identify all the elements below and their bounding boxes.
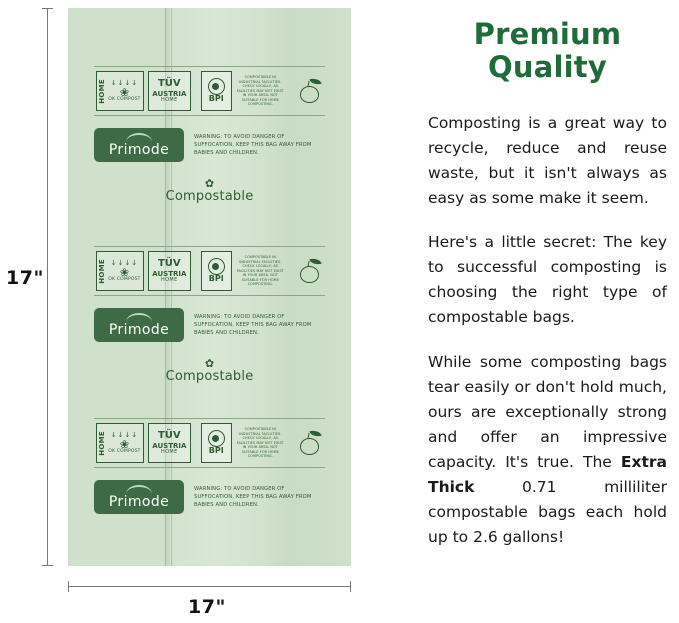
bpi-certified-icon: BPI	[201, 251, 232, 291]
arrows-icon: ↓↓↓↓	[110, 78, 139, 87]
apple-shape-icon	[300, 266, 319, 283]
marketing-paragraph-1: Composting is a great way to recycle, reduce and reuse waste, but it isn't always as easy as some make it seem.	[428, 113, 667, 208]
leaf-icon: ❀	[119, 85, 130, 99]
swoosh-icon	[126, 133, 152, 142]
home-compost-icon: HOME ↓↓↓↓ ❀ OK COMPOST	[96, 423, 144, 463]
leaf-shape-icon	[309, 429, 321, 438]
leaf-icon: ❀	[119, 437, 130, 451]
leaf-shape-icon	[309, 257, 321, 266]
brand-row	[94, 128, 351, 162]
bpi-certified-icon: BPI	[201, 71, 232, 111]
print-block	[68, 418, 351, 514]
compostable-caption: Compostable	[165, 189, 254, 204]
bpi-ring-icon	[208, 430, 225, 447]
print-block	[68, 246, 351, 384]
compostable-caption-row	[68, 178, 351, 204]
certification-paragraph: COMPOSTABLE IN INDUSTRIAL FACILITIES. CHECK LOCALLY, AS FACILITIES MAY NOT EXIST IN YOUR AREA. NOT SUITABLE FOR HOME COMPOSTING.	[236, 254, 284, 287]
certification-paragraph: COMPOSTABLE IN INDUSTRIAL FACILITIES. CHECK LOCALLY, AS FACILITIES MAY NOT EXIST IN YOUR AREA. NOT SUITABLE FOR HOME COMPOSTING.	[236, 426, 284, 459]
swoosh-icon	[126, 313, 152, 322]
tuv-austria-icon: TÜV AUSTRIA HOME	[148, 71, 191, 111]
primode-logo: Primode	[94, 128, 184, 162]
headline-line-1: Premium	[473, 17, 622, 51]
leaf-shape-icon	[309, 77, 321, 86]
bpi-ring-icon	[208, 258, 225, 275]
fruit-compost-icon	[291, 72, 325, 110]
marketing-copy-panel	[410, 0, 679, 623]
leaf-icon: ✿	[204, 177, 215, 190]
certification-row	[94, 418, 325, 468]
arrows-icon: ↓↓↓↓	[110, 258, 139, 267]
extra-thick-emphasis: Extra Thick	[428, 453, 667, 497]
fruit-compost-icon	[291, 424, 325, 462]
marketing-paragraph-3	[428, 350, 667, 551]
compostable-caption-row	[68, 358, 351, 384]
certification-row	[94, 246, 325, 296]
swoosh-icon	[126, 485, 152, 494]
certification-row	[94, 66, 325, 116]
height-dimension-line	[47, 8, 48, 566]
marketing-paragraph-2: Here's a little secret: The key to successful composting is choosing the right type of compostable bags.	[428, 233, 667, 327]
primode-logo: Primode	[94, 308, 184, 342]
height-dimension-label: 17"	[6, 267, 44, 289]
leaf-icon: ✿	[204, 357, 215, 370]
print-block	[68, 66, 351, 204]
compostable-caption: Compostable	[165, 369, 254, 384]
certification-paragraph: COMPOSTABLE IN INDUSTRIAL FACILITIES. CHECK LOCALLY, AS FACILITIES MAY NOT EXIST IN YOUR AREA. NOT SUITABLE FOR HOME COMPOSTING.	[236, 74, 284, 107]
bpi-ring-icon	[208, 78, 225, 95]
fruit-compost-icon	[291, 252, 325, 290]
apple-shape-icon	[300, 86, 319, 103]
suffocation-warning-text: WARNING: TO AVOID DANGER OF SUFFOCATION, KEEP THIS BAG AWAY FROM BABIES AND CHILDREN.	[194, 313, 312, 337]
page-title	[428, 18, 667, 85]
headline-line-2: Quality	[488, 50, 607, 85]
width-dimension-line	[68, 586, 351, 587]
primode-logo: Primode	[94, 480, 184, 514]
arrows-icon: ↓↓↓↓	[110, 430, 139, 439]
home-compost-icon: HOME ↓↓↓↓ ❀ OK COMPOST	[96, 251, 144, 291]
brand-row	[94, 480, 351, 514]
apple-shape-icon	[300, 438, 319, 455]
suffocation-warning-text: WARNING: TO AVOID DANGER OF SUFFOCATION, KEEP THIS BAG AWAY FROM BABIES AND CHILDREN.	[194, 485, 312, 509]
home-compost-icon: HOME ↓↓↓↓ ❀ OK COMPOST	[96, 71, 144, 111]
bpi-certified-icon: BPI	[201, 423, 232, 463]
leaf-icon: ❀	[119, 265, 130, 279]
compostable-bag-image	[68, 8, 351, 566]
paragraph-3-before-bold: While some composting bags tear easily or don't hold much, ours are exceptionally strong and offer an impressive capacity. It's true. The	[428, 352, 667, 471]
tuv-austria-icon: TÜV AUSTRIA HOME	[148, 251, 191, 291]
paragraph-3-after-bold: 0.71 milliliter compostable bags each hold up to 2.6 gallons!	[428, 478, 667, 547]
tuv-austria-icon: TÜV AUSTRIA HOME	[148, 423, 191, 463]
width-dimension-label: 17"	[188, 596, 226, 618]
brand-row	[94, 308, 351, 342]
suffocation-warning-text: WARNING: TO AVOID DANGER OF SUFFOCATION, KEEP THIS BAG AWAY FROM BABIES AND CHILDREN.	[194, 133, 312, 157]
